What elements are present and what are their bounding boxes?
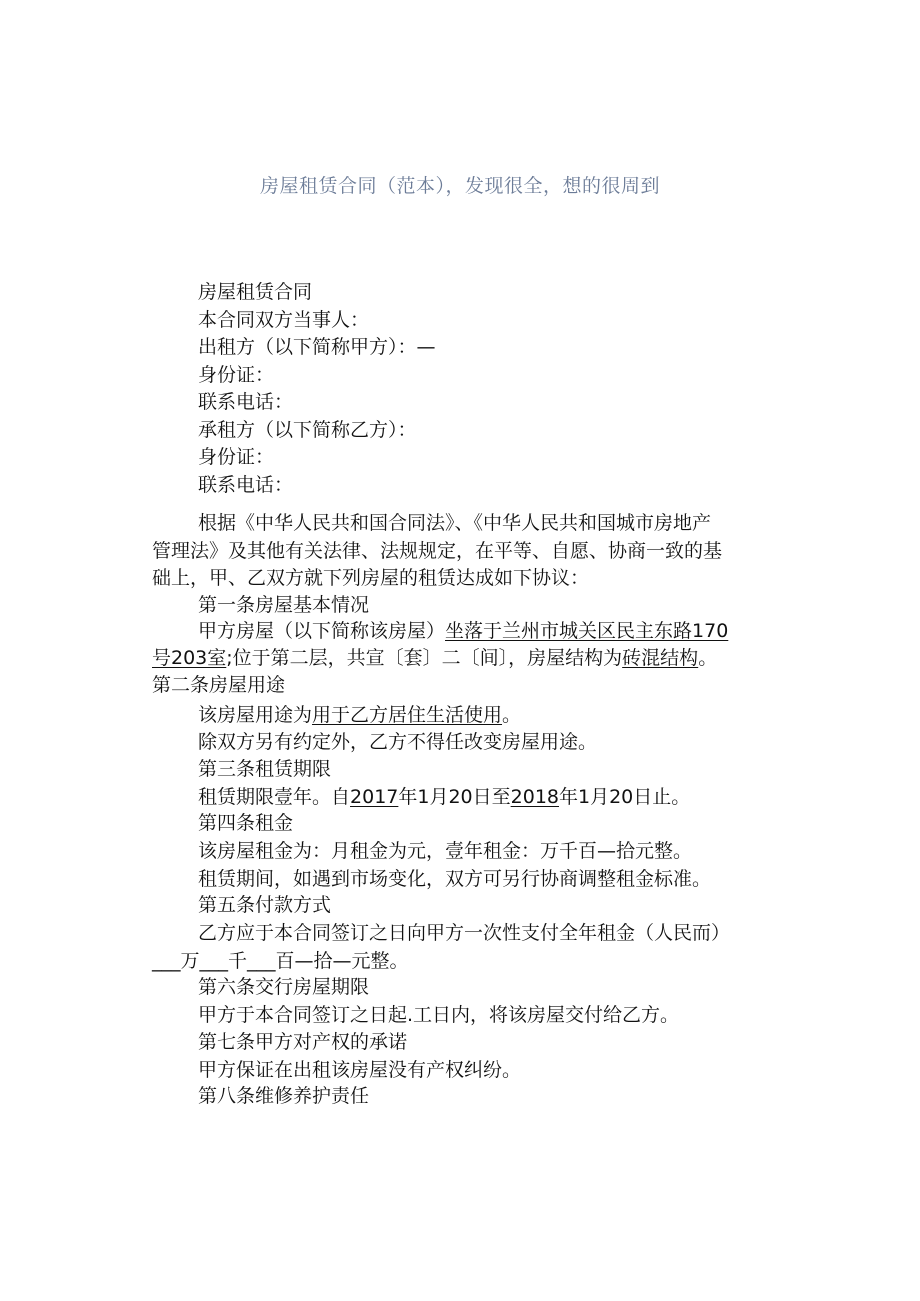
article-3-text: 年1月20日至 [398,785,511,808]
article-8-title: 第八条维修养护责任 [198,1085,370,1107]
lessor-id-line: 身份证： [198,363,275,386]
article-2-usage: 用于乙方居住生活使用 [312,703,503,726]
article-1-address: 坐落于兰州市城关区民主东路170 [445,619,729,642]
article-4-line: 该房屋租金为：月租金为元，壹年租金：万千百—拾元整。 [198,840,693,862]
article-1-title: 第一条房屋基本情况 [198,593,370,616]
article-5-line: 乙方应于本合同签订之日向甲方一次性支付全年租金（人民而） [198,922,731,944]
preamble-line: 础上，甲、乙双方就下列房屋的租赁达成如下协议： [152,567,590,589]
article-3-start-year: 2017 [350,785,399,808]
article-3-end-year: 2018 [510,785,559,808]
article-1-line [152,618,764,646]
article-3-text: 租赁期限壹年。自 [198,785,351,808]
article-2-line [152,702,764,730]
lessor-phone-line: 联系电话： [198,391,294,413]
contract-header-block [152,279,764,499]
article-2-title: 第二条房屋用途 [152,673,286,696]
article-3-text: 年1月20日止。 [559,785,691,808]
article-3-title: 第三条租赁期限 [198,757,332,780]
article-1-text: ;位于第二层，共宣〔套〕二〔间〕，房屋结构为 [226,647,623,669]
article-2-line: 除双方另有约定外，乙方不得任改变房屋用途。 [198,731,598,753]
contract-heading: 房屋租赁合同 [198,281,313,303]
article-1-room: 号203室 [152,647,227,669]
lessee-id-line: 身份证： [198,446,275,468]
article-1-text: 。 [698,647,718,669]
article-5-line: ___万___千___百—拾—元整。 [152,949,409,972]
article-4-title: 第四条租金 [198,812,294,834]
lessee-line: 承租方（以下简称乙方）： [198,418,417,441]
contract-body [152,510,764,1109]
article-1-structure: 砖混结构 [622,647,699,669]
article-7-line: 甲方保证在出租该房屋没有产权纠纷。 [198,1058,522,1081]
parties-intro: 本合同双方当事人： [198,308,370,331]
lessee-phone-line: 联系电话： [198,473,294,496]
article-6-title: 第六条交行房屋期限 [198,976,370,998]
article-6-line: 甲方于本合同签订之日起.工日内，将该房屋交付给乙方。 [198,1004,680,1026]
article-5-title: 第五条付款方式 [198,894,332,916]
article-2-text: 。 [502,703,522,726]
article-2-text: 该房屋用途为 [198,703,313,726]
preamble-line: 根据《中华人民共和国合同法》、《中华人民共和国城市房地产 [198,512,712,534]
document-title: 房屋租赁合同（范本），发现很全，想的很周到 [259,175,660,197]
article-4-line: 租赁期间，如遇到市场变化，双方可另行协商调整租金标准。 [198,867,712,890]
article-7-title: 第七条甲方对产权的承诺 [198,1030,408,1053]
article-1-text: 甲方房屋（以下简称该房屋） [198,619,446,642]
preamble-line: 管理法》及其他有关法律、法规规定，在平等、自愿、协商一致的基 [152,539,723,562]
article-3-line [152,784,764,812]
lessor-line: 出租方（以下简称甲方）：— [198,336,436,358]
article-1-line [152,645,764,673]
